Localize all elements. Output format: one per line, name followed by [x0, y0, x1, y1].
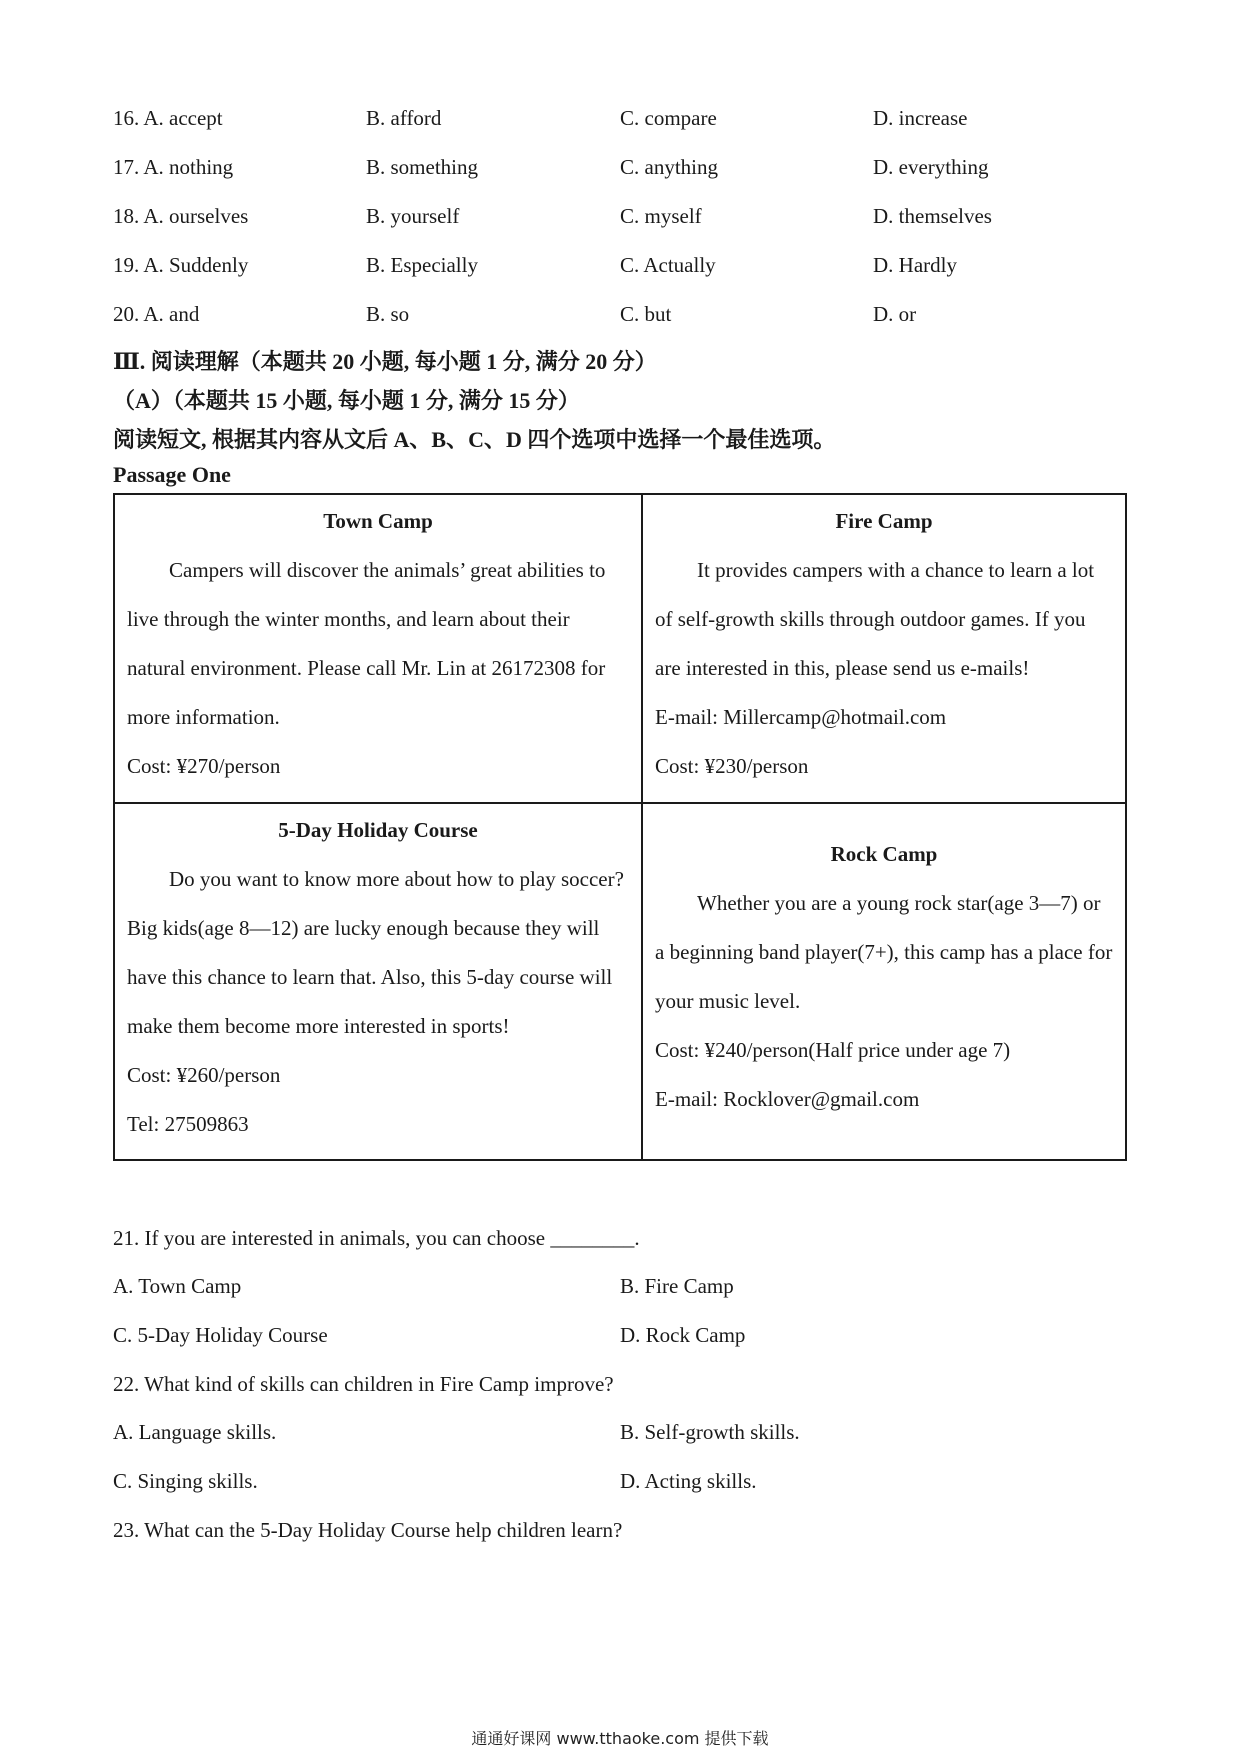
option-d: D. Hardly [873, 253, 957, 277]
question-21: 21. If you are interested in animals, you can choose ________. [113, 1226, 640, 1250]
question-16-options [113, 106, 1133, 136]
option-c: C. Singing skills. [113, 1469, 258, 1493]
question-22: 22. What kind of skills can children in Fire Camp improve? [113, 1372, 614, 1396]
option-d: D. Rock Camp [620, 1323, 746, 1347]
option-a: 18. A. ourselves [113, 204, 249, 228]
question-22-options-row-1 [113, 1420, 1133, 1450]
rock-camp-email: E-mail: Rocklover@gmail.com [655, 1087, 920, 1111]
question-22-options-row-2 [113, 1469, 1133, 1499]
town-camp-text: Campers will discover the animals’ great abilities to live through the winter months, and learn about their natural environment. Please call Mr. Lin at 26172308 for more information. [127, 558, 606, 729]
page-footer: 通通好课网 www.tthaoke.com 提供下载 [471, 1729, 769, 1748]
question-18-options [113, 204, 1133, 234]
section-part: （A）（本题共 15 小题, 每小题 1 分, 满分 15 分） [113, 388, 580, 413]
option-b: B. so [366, 302, 410, 326]
option-b: B. afford [366, 106, 442, 130]
fire-camp-text: It provides campers with a chance to learn a lot of self-growth skills through outdoor games. If you are interested in this, please send us e-mails! [655, 558, 1095, 680]
fire-camp-email: E-mail: Millercamp@hotmail.com [655, 705, 947, 729]
town-camp-title: Town Camp [323, 509, 433, 533]
question-20-options [113, 302, 1133, 332]
holiday-course-tel: Tel: 27509863 [127, 1112, 249, 1136]
option-a: 19. A. Suddenly [113, 253, 249, 277]
option-a: A. Language skills. [113, 1420, 277, 1444]
option-c: C. anything [620, 155, 718, 179]
option-d: D. Acting skills. [620, 1469, 757, 1493]
question-17-options [113, 155, 1133, 185]
holiday-course-title: 5-Day Holiday Course [278, 818, 478, 842]
rock-camp-text: Whether you are a young rock star(age 3—7) or a beginning band player(7+), this camp has a place for your music level. [655, 891, 1113, 1013]
option-c: C. Actually [620, 253, 716, 277]
question-19-options [113, 253, 1133, 283]
camps-table [113, 493, 1127, 1161]
passage-title: Passage One [113, 462, 231, 487]
town-camp-cost: Cost: ¥270/person [127, 754, 281, 778]
option-d: D. everything [873, 155, 989, 179]
rock-camp-cell [643, 804, 1125, 1159]
question-21-options-row-2 [113, 1323, 1133, 1353]
question-21-options-row-1 [113, 1274, 1133, 1304]
option-b: B. something [366, 155, 479, 179]
option-b: B. Self-growth skills. [620, 1420, 800, 1444]
option-a: 20. A. and [113, 302, 200, 326]
option-b: B. yourself [366, 204, 460, 228]
option-d: D. increase [873, 106, 968, 130]
option-a: 17. A. nothing [113, 155, 234, 179]
rock-camp-cost: Cost: ¥240/person(Half price under age 7) [655, 1038, 1011, 1062]
section-title: Ⅲ. 阅读理解（本题共 20 小题, 每小题 1 分, 满分 20 分） [113, 349, 657, 374]
option-c: C. myself [620, 204, 702, 228]
option-c: C. 5-Day Holiday Course [113, 1323, 328, 1347]
option-a: 16. A. accept [113, 106, 223, 130]
holiday-course-cost: Cost: ¥260/person [127, 1063, 281, 1087]
option-a: A. Town Camp [113, 1274, 242, 1298]
option-b: B. Especially [366, 253, 478, 277]
option-d: D. themselves [873, 204, 992, 228]
question-23: 23. What can the 5-Day Holiday Course help children learn? [113, 1518, 623, 1542]
option-b: B. Fire Camp [620, 1274, 734, 1298]
option-c: C. but [620, 302, 672, 326]
fire-camp-cell [643, 495, 1125, 804]
option-c: C. compare [620, 106, 717, 130]
holiday-course-cell [115, 804, 643, 1159]
fire-camp-title: Fire Camp [835, 509, 933, 533]
rock-camp-title: Rock Camp [830, 842, 938, 866]
section-instruction: 阅读短文, 根据其内容从文后 A、B、C、D 四个选项中选择一个最佳选项。 [113, 427, 836, 452]
option-d: D. or [873, 302, 917, 326]
town-camp-cell [115, 495, 643, 804]
fire-camp-cost: Cost: ¥230/person [655, 754, 809, 778]
holiday-course-text: Do you want to know more about how to play soccer? Big kids(age 8—12) are lucky enough because they will have this chance to learn that. Also, this 5-day course will make them become more interested in sports! [127, 867, 624, 1038]
